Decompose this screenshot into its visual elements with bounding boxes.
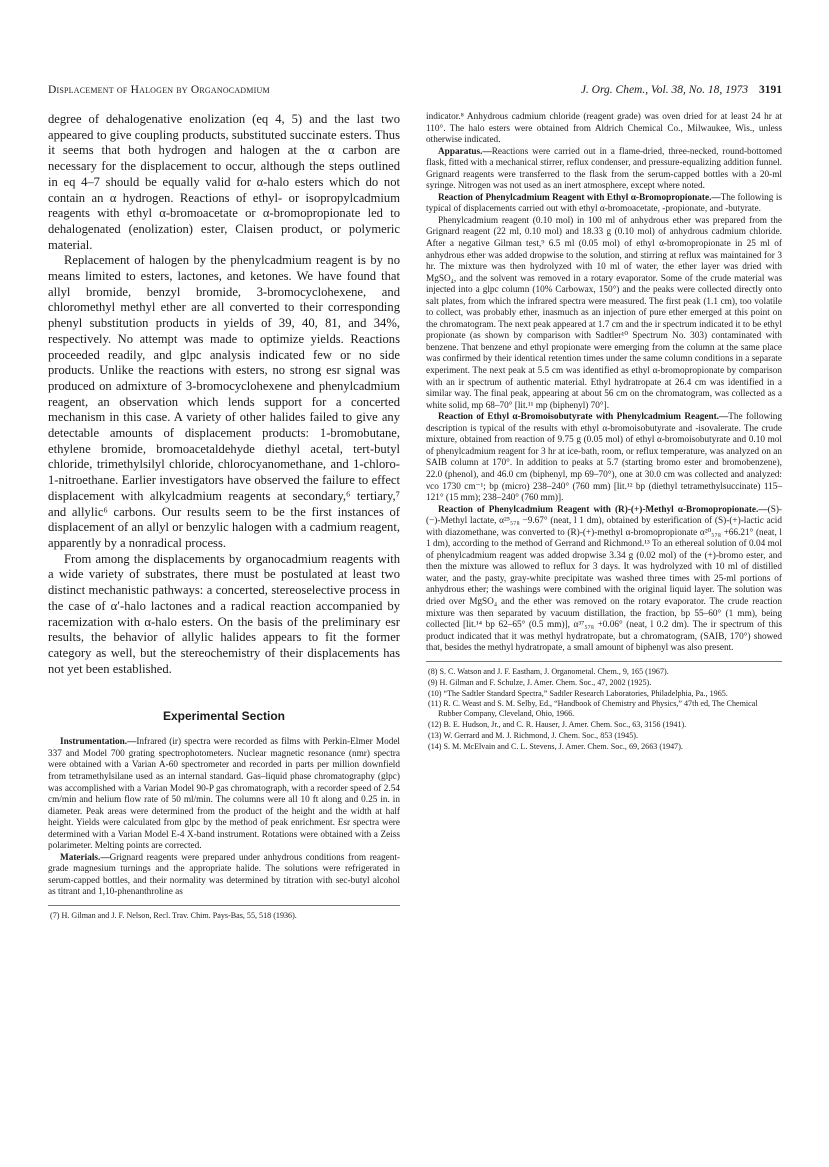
- journal-volume: Vol. 38, No. 18, 1973: [651, 84, 749, 96]
- reaction-3-paragraph: [426, 505, 782, 655]
- paragraph-lead: Reaction of Phenylcadmium Reagent with Ethyl α-Bromopropionate.—: [438, 192, 721, 203]
- journal-citation: [581, 84, 782, 96]
- page-number: 3191: [759, 84, 782, 96]
- paragraph-lead: Reaction of Ethyl α-Bromoisobutyrate with Phenylcadmium Reagent.—: [438, 412, 729, 423]
- footnote: (7) H. Gilman and J. F. Nelson, Recl. Trav. Chim. Pays-Bas, 55, 518 (1936).: [50, 910, 297, 920]
- paragraph-text: Grignard reagents were prepared under anhydrous conditions from reagent-grade magnesium turnings and the appropriate halide. The solutions were refrigerated in serum-capped bottles, and their normality was determined by titration with sec-butyl alcohol as titrant and 1,10-phenanthroline as: [48, 852, 400, 898]
- page-header: [48, 84, 782, 100]
- footnote: (11) R. C. Weast and S. M. Selby, Ed., “Handbook of Chemistry and Physics,” 47th ed, The Chemical Rubber Company, Cleveland, Ohio, 1966.: [428, 699, 758, 719]
- section-heading: Experimental Section: [162, 709, 286, 724]
- paragraph-text: (S)-(−)-Methyl lactate, α²⁵₅₇₈ −9.67° (neat, l 1 dm), obtained by esterification of (S)-(+)-lactic acid with diazomethane, was converted to (R)-(+)-methyl α-bromopropionate α²⁰₅₇₈ +66.21° (neat, l 1 dm), according to the method of Gerrand and Richmond.¹³ To an ethereal solution of 0.04 mol of phenylcadmium reagent was added dropwise 3.34 g (0.02 mol) of the (+)-bromo ester, and then the mixture was allowed to reflux for 3 days. It was hydrolyzed with 10 ml of distilled water, and the pasty, gray-white precipitate was washed three times with 25-ml portions of anhydrous ether; the washings were combined with the original liquid layer. The solution was dried over MgSO₄ and the ether was removed on the rotary evaporator. The crude reaction mixture was then separated by vacuum distillation, the fraction, bp 55–60° (1 mm), being collected [lit.¹⁴ bp 62–65° (0.5 mm)], α³⁷₅₇₈ +0.06° (neat, l 0.2 dm). The ir spectrum of this product indicated that it was methyl hydratropate, but a chromatogram, (SAIB, 170°) showed that, besides the methyl hydratropate, a small amount of biphenyl was also present.: [426, 504, 782, 654]
- paragraph-text: Reactions were carried out in a flame-dried, three-necked, round-bottomed flask, fitted with a mechanical stirrer, reflux condenser, and pressure-equalizing addition funnel. Grignard reagents were transferred to the flask from the serum-capped bottles with a 20-ml syringe. Nitrogen was not used as an inert atmosphere, except where noted.: [426, 146, 782, 192]
- paragraph-text: The following description is typical of the results with ethyl α-bromoisobutyrate and -isovalerate. The crude mixture, obtained from reaction of 9.75 g (0.05 mol) of ethyl α-bromoisobutyrate and 0.10 mol of phenylcadmium reagent for 3 hr at ice-bath, room, or reflux temperature, was analyzed on an SAIB column at 170°. In addition to peaks at 5.7 (starting bromo ester and bromobenzene), 22.0 (phenol), and 46.0 cm (biphenyl, mp 69–70°), one at 30.0 cm was collected and analyzed: νco 1730 cm⁻¹; bp (micro) 238–240° (760 mm) [lit.¹² bp (diethyl tetramethylsuccinate) 115–121° (15 mm); 238–240° (760 mm)].: [426, 412, 782, 504]
- footnote: (13) W. Gerrard and M. J. Richmond, J. Chem. Soc., 853 (1945).: [428, 731, 638, 741]
- footnote: (12) B. E. Hudson, Jr., and C. R. Hauser, J. Amer. Chem. Soc., 63, 3156 (1941).: [428, 720, 687, 730]
- paragraph: From among the displacements by organocadmium reagents with a wide variety of substrates, there must be postulated at least two distinct mechanistic pathways: a concerted, stereoselective process in the case of α′-halo lactones and a radical reaction accompanied by racemization with α-halo esters. On the basis of the preliminary esr results, the behavior of allylic halides appears to fit the former category as well, but the stereochemistry of their displacements has not yet been established.: [48, 551, 400, 676]
- apparatus-paragraph: [426, 147, 782, 193]
- paragraph-lead: Reaction of Phenylcadmium Reagent with (R)-(+)-Methyl α-Bromopropionate.—: [438, 504, 768, 515]
- footnotes-left: [48, 905, 400, 921]
- footnote: (10) “The Sadtler Standard Spectra,” Sadtler Research Laboratories, Philadelphia, Pa., 1965.: [428, 688, 728, 698]
- paragraph-lead: Instrumentation.—: [60, 737, 137, 748]
- reaction-1-paragraph: [426, 193, 782, 216]
- journal-name: J. Org. Chem.,: [580, 84, 649, 96]
- paragraph-lead: Materials.—: [60, 852, 110, 863]
- materials-paragraph: [48, 853, 400, 899]
- paragraph: degree of dehalogenative enolization (eq 4, 5) and the last two appeared to give coupling products, substituted succinate esters. Thus it seems that both hydrogen and halogen at the α carbon are necessary for the displacement to occur, although the steps outlined in eq 4–7 should be equally valid for α-halo esters which do not contain an α hydrogen. Reactions of ethyl- or isopropylcadmium reagents with ethyl α-bromoacetate or α-bromopropionate led to dehalogenated (enolization) ester, Claisen product, or polymeric material.: [48, 112, 400, 252]
- footnote: (8) S. C. Watson and J. F. Eastham, J. Organometal. Chem., 9, 165 (1967).: [428, 666, 669, 676]
- paragraph: Phenylcadmium reagent (0.10 mol) in 100 ml of anhydrous ether was prepared from the Grignard reagent (22 ml, 0.10 mol) and 18.33 g (0.10 mol) of anhydrous cadmium chloride. After a negative Gilman test,⁹ 6.5 ml (0.05 mol) of ethyl α-bromopropionate in 25 ml of anhydrous ether was added dropwise to the solution, and stirring at reflux was maintained for 3 hr. The mixture was then hydrolyzed with 10 ml of water, the ether layer was dried with MgSO₄, and the solvent was removed in a rotary evaporator. Some of the crude material was injected into a glpc column (10% Carbowax, 150°) and the peaks were collected directly onto salt plates, from which the infrared spectra were measured. The first peak (1.1 cm), too volatile to collect, was probably ether, inasmuch as an injection of pure ether emerged at this point on the chromatogram. The next peak appeared at 1.7 cm and the ir spectrum indicated it to be ethyl propionate (as shown by comparison with Sadtler¹⁰ Spectrum No. 303) contaminated with benzene. That benzene and ethyl propionate were emerging from the column at the same place was confirmed by their identical retention times under the same column conditions in a separate experiment. The next peak at 5.5 cm was identified as ethyl α-bromopropionate by comparison with an ir spectrum of authentic material. Ethyl hydratropate at 26.4 cm was identified in a similar way. The final peak, appearing at about 56 cm on the chromatogram, was collected as a white solid, mp 68–70° [lit.¹¹ mp (biphenyl) 70°].: [426, 215, 782, 411]
- footnote: (9) H. Gilman and F. Schulze, J. Amer. Chem. Soc., 47, 2002 (1925).: [428, 677, 652, 687]
- paragraph: Replacement of halogen by the phenylcadmium reagent is by no means limited to esters, lactones, and ketones. We have found that allyl bromide, benzyl bromide, 3-bromocyclohexene, and chloromethyl methyl ether are all converted to their corresponding phenyl substitution products in yields of 39, 40, 81, and 34%, respectively. No attempt was made to optimize yields. Reactions proceeded readily, and glpc analysis indicated few or no side products. Unlike the reactions with esters, no strong esr signal was produced on admixture of 3-bromocyclohexene and phenylcadmium reagent, an observation which lends support for a concerted mechanism in this case. A variety of other halides failed to give any detectable amounts of displacement products: 1-bromobutane, ethylene bromide, bromoacetaldehyde diethyl acetal, tert-butyl chloride, trimethylsilyl chloride, chlorocyanomethane, and 1-chloro-1-nitroethane. Earlier investigators have observed the failure to effect displacement with alkylcadmium reagents at secondary,⁶ tertiary,⁷ and allylic⁶ carbons. Our results seem to be the first instances of displacement of an allyl or benzylic halogen with a cadmium reagent, apparently by a nonradical process.: [48, 253, 400, 550]
- footnotes-right: [426, 661, 782, 752]
- paragraph-text: Infrared (ir) spectra were recorded as films with Perkin-Elmer Model 337 and Model 700 grating spectrophotometers. Nuclear magnetic resonance (nmr) spectra were obtained with a Varian A-60 spectrometer and recorded in parts per million downfield from tetramethylsilane used as an internal standard. Gas–liquid phase chromatography (glpc) was accomplished with a Varian Model 90-P gas chromatograph, with a recorder speed of 2.54 cm/min and helium flow rate of 50 ml/min. The columns were all 10 ft along and 0.25 in. in diameter. Peak areas were determined from the product of the height and the width at half height. Yields were calculated from glpc by the method of peak enrichment. Esr spectra were determined with a Varian Model E-4 X-band instrument. Rotations were obtained with a Zeiss polarimeter. Melting points are corrected.: [48, 737, 400, 852]
- paragraph-text: The following is typical of displacements carried out with ethyl α-bromoacetate, -propionate, and -butyrate.: [426, 192, 782, 215]
- footnote: (14) S. M. McElvain and C. L. Stevens, J. Amer. Chem. Soc., 69, 2663 (1947).: [428, 742, 683, 752]
- paragraph: indicator.⁸ Anhydrous cadmium chloride (reagent grade) was oven dried for at least 24 hr at 110°. The halo esters were obtained from Aldrich Chemical Co., Milwaukee, Wis., unless otherwise indicated.: [426, 112, 782, 146]
- paragraph-lead: Apparatus.—: [438, 146, 492, 157]
- instrumentation-paragraph: [48, 737, 400, 852]
- right-column: [426, 112, 782, 753]
- reaction-2-paragraph: [426, 412, 782, 504]
- running-title: Displacement of Halogen by Organocadmium: [48, 84, 270, 96]
- left-column: [48, 112, 400, 922]
